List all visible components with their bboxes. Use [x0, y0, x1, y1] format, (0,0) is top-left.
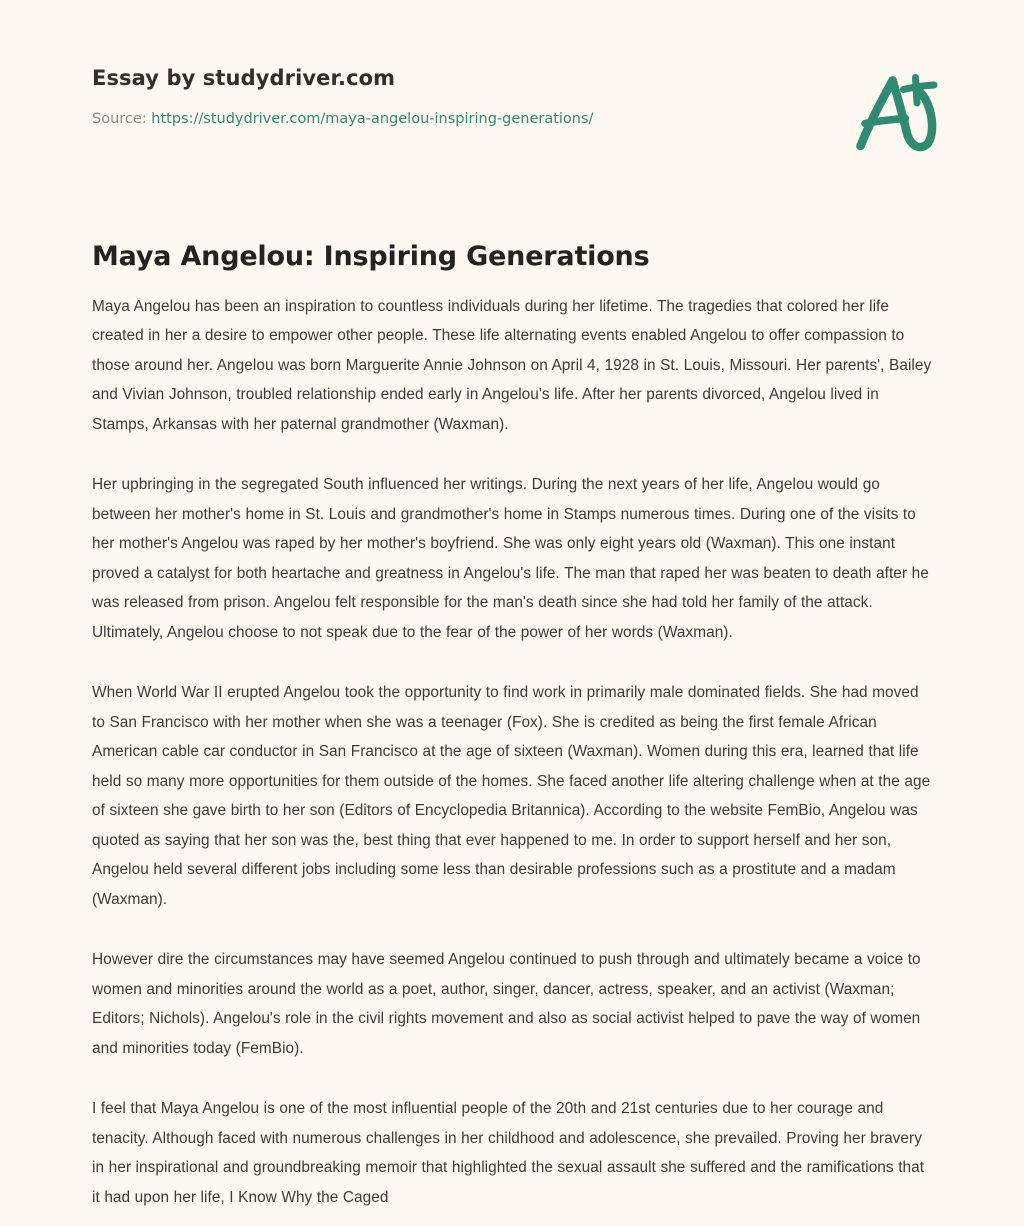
document-header [92, 66, 948, 186]
brand-title: Essay by studydriver.com [92, 66, 396, 90]
source-url-link[interactable]: https://studydriver.com/maya-angelou-inspiring-generations/ [151, 111, 594, 128]
paragraph-4: However dire the circumstances may have seemed Angelou continued to push through and ultimately became a voice to women and minorities around the world as a poet, author, singer, dancer, actress, speaker, and an activist (Waxman; Editors; Nichols). Angelou's role in the civil rights movement and also as social activist helped to pave the way of women and minorities today (FemBio). [92, 951, 921, 1057]
source-line [92, 110, 948, 129]
paragraph-5: I feel that Maya Angelou is one of the most influential people of the 20th and 21st centuries due to her courage and tenacity. Although faced with numerous challenges in her childhood and adolescence, she prevailed. Proving her bravery in her inspirational and groundbreaking memoir that highlighted the sexual assault she suffered and the ramifications that it had upon her life, I Know Why the Caged [92, 1100, 925, 1206]
paragraph-3: When World War II erupted Angelou took the opportunity to find work in primarily male dominated fields. She had moved to San Francisco with her mother when she was a teenager (Fox). She is credited as being the first female African American cable car conductor in San Francisco at the age of sixteen (Waxman). Women during this era, learned that life held so many more opportunities for them outside of the homes. She faced another life altering challenge when at the age of sixteen she gave birth to her son (Editors of Encyclopedia Britannica). According to the website FemBio, Angelou was quoted as saying that her son was the, best thing that ever happened to me. In order to support herself and her son, Angelou held several different jobs including some less than desirable professions such as a prostitute and a madam (Waxman). [92, 684, 931, 908]
paragraph-2: Her upbringing in the segregated South influenced her writings. During the next years of her life, Angelou would go between her mother's home in St. Louis and grandmother's home in Stamps numerous times. During one of the visits to her mother's Angelou was raped by her mother's boyfriend. She was only eight years old (Waxman). This one instant proved a catalyst for both heartache and greatness in Angelou's life. The man that raped her was beaten to death after he was released from prison. Angelou felt responsible for the man's death since she had told her family of the attack. Ultimately, Angelou choose to not speak due to the fear of the power of her words (Waxman). [92, 476, 929, 641]
article-body [92, 240, 932, 1212]
paragraph-1: Maya Angelou has been an inspiration to countless individuals during her lifetime. The tragedies that colored her life created in her a desire to empower other people. These life alternating events enabled Angelou to offer compassion to those around her. Angelou was born Marguerite Annie Johnson on April 4, 1928 in St. Louis, Missouri. Her parents', Bailey and Vivian Johnson, troubled relationship ended early in Angelou's life. After her parents divorced, Angelou lived in Stamps, Arkansas with her paternal grandmother (Waxman). [92, 297, 932, 433]
page-title: Maya Angelou: Inspiring Generations [92, 241, 650, 272]
a-plus-handwritten-logo-icon [838, 58, 950, 170]
source-label: Source: [92, 111, 147, 128]
